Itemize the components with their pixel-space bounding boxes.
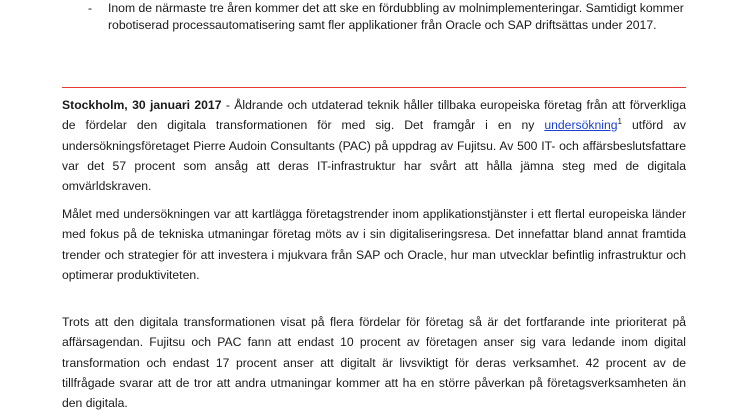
bullet-marker: - — [88, 1, 93, 15]
paragraph-findings: Trots att den digitala transformationen visat på flera fördelar för företag så är det fortfarande inte prioriterat på affärsagendan. Fujitsu och PAC fann att endast 10 procent av företagen anser sig vara ledande inom digital transformation och endast 17 procent anser att digitalt är livsviktigt för deras verksamhet. 42 procent av de tillfrågade svarar att de tror att andra utmaningar kommer att ha en större påverkan på företagsverksamheten än den digitala. — [62, 315, 686, 411]
intro-text-before-link: - Åldrande och utdaterad teknik håller tillbaka europeiska företag från att förverkliga de fördelar den digitala transformationen för med sig. Det framgår i en ny — [62, 98, 686, 133]
paragraph-intro — [62, 95, 686, 196]
bullet-text: Inom de närmaste tre åren kommer det att ske en fördubbling av molnimplementeringar. Samtidigt kommer robotiserad processautomatisering samt fler applikationer från Oracle och SAP driftsättas under 2017. — [108, 1, 684, 32]
dateline: Stockholm, 30 januari 2017 — [62, 98, 222, 112]
paragraph-purpose: Målet med undersökningen var att kartlägga företagstrender inom applikationstjänster i ett flertal europeiska länder med fokus på de tekniska utmaningar företag möts av i sin digitaliseringsresa. Det innefattar bland annat framtida trender och strategier för att investera i mjukvara från SAP och Oracle, hur man utvecklar befintlig infrastruktur och optimerar produktiviteten. — [62, 207, 686, 282]
survey-link[interactable]: undersökning — [544, 118, 618, 133]
intro-text-after-link: utförd av undersökningsföretaget Pierre Audoin Consultants (PAC) på uppdrag av Fujitsu. Av 500 IT- och affärsbeslutsfattare var det 57 procent som ansåg att deras IT-infrastruktur har svårt att hålla jämna steg med de digitala omvärldskraven. — [62, 118, 687, 194]
bullet-item — [88, 0, 686, 34]
red-divider — [62, 87, 686, 88]
footnote-marker: 1 — [617, 117, 622, 127]
bullet-list — [62, 0, 686, 34]
